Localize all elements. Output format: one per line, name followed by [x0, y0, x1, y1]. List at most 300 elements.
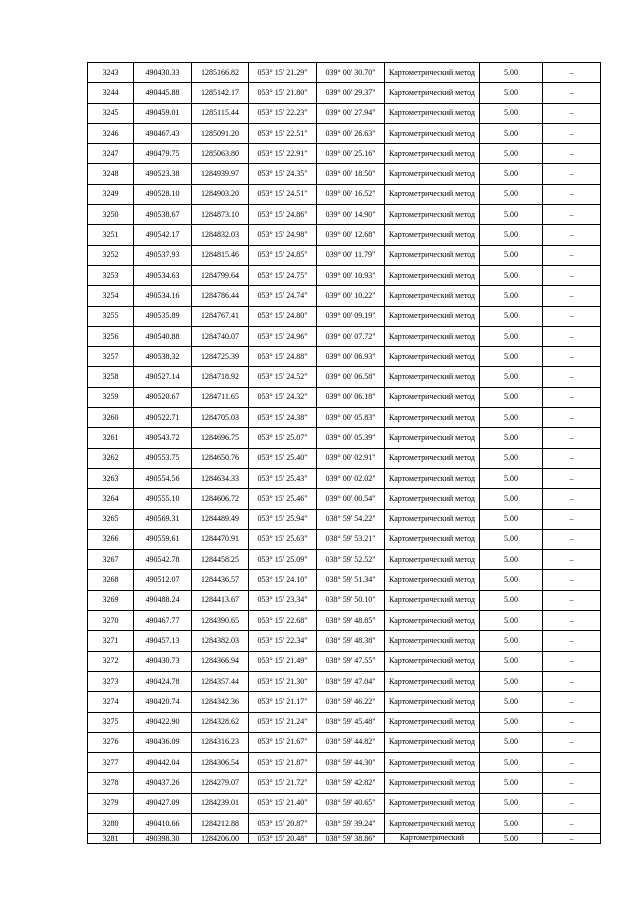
accuracy-cell: 5.00 [480, 753, 543, 773]
y-coordinate-cell: 1284342.36 [192, 692, 249, 712]
table-row [88, 753, 601, 773]
point-number-cell: 3246 [88, 123, 134, 143]
longitude-cell: 039° 00' 05.39" [317, 428, 385, 448]
note-cell: – [543, 326, 601, 346]
longitude-cell: 039° 00' 16.52" [317, 184, 385, 204]
method-cell: Картометрический метод [385, 468, 480, 488]
y-coordinate-cell: 1285142.17 [192, 83, 249, 103]
point-number-cell: 3248 [88, 164, 134, 184]
table-row [88, 225, 601, 245]
longitude-cell: 038° 59' 44.82" [317, 732, 385, 752]
x-coordinate-cell: 490457.13 [134, 631, 192, 651]
x-coordinate-cell: 490542.17 [134, 225, 192, 245]
point-number-cell: 3244 [88, 83, 134, 103]
latitude-cell: 053° 15' 23.34" [249, 590, 317, 610]
y-coordinate-cell: 1284711.65 [192, 387, 249, 407]
table-row [88, 83, 601, 103]
note-cell: – [543, 367, 601, 387]
accuracy-cell: 5.00 [480, 265, 543, 285]
note-cell: – [543, 408, 601, 428]
table-row [88, 326, 601, 346]
point-number-cell: 3273 [88, 671, 134, 691]
method-cell: Картометрический метод [385, 265, 480, 285]
table-row [88, 103, 601, 123]
table-row [88, 732, 601, 752]
note-cell: – [543, 773, 601, 793]
longitude-cell: 039° 00' 02.91" [317, 448, 385, 468]
method-cell: Картометрический метод [385, 631, 480, 651]
note-cell: – [543, 671, 601, 691]
table-row [88, 550, 601, 570]
accuracy-cell: 5.00 [480, 387, 543, 407]
method-cell: Картометрический метод [385, 428, 480, 448]
note-cell: – [543, 529, 601, 549]
table-row [88, 468, 601, 488]
latitude-cell: 053° 15' 24.75" [249, 265, 317, 285]
latitude-cell: 053° 15' 24.32" [249, 387, 317, 407]
table-row [88, 408, 601, 428]
point-number-cell: 3261 [88, 428, 134, 448]
table-row [88, 367, 601, 387]
table-row [88, 164, 601, 184]
y-coordinate-cell: 1284767.41 [192, 306, 249, 326]
y-coordinate-cell: 1284705.03 [192, 408, 249, 428]
y-coordinate-cell: 1284740.07 [192, 326, 249, 346]
y-coordinate-cell: 1284718.92 [192, 367, 249, 387]
x-coordinate-cell: 490398.30 [134, 834, 192, 844]
note-cell: – [543, 428, 601, 448]
point-number-cell: 3255 [88, 306, 134, 326]
latitude-cell: 053° 15' 24.35" [249, 164, 317, 184]
x-coordinate-cell: 490538.32 [134, 347, 192, 367]
note-cell: – [543, 570, 601, 590]
point-number-cell: 3251 [88, 225, 134, 245]
x-coordinate-cell: 490437.26 [134, 773, 192, 793]
accuracy-cell: 5.00 [480, 123, 543, 143]
x-coordinate-cell: 490467.43 [134, 123, 192, 143]
y-coordinate-cell: 1285091.20 [192, 123, 249, 143]
longitude-cell: 039° 00' 29.37" [317, 83, 385, 103]
method-cell: Картометрический метод [385, 205, 480, 225]
method-cell: Картометрический метод [385, 367, 480, 387]
latitude-cell: 053° 15' 25.46" [249, 489, 317, 509]
method-cell: Картометрический метод [385, 225, 480, 245]
point-number-cell: 3270 [88, 611, 134, 631]
accuracy-cell: 5.00 [480, 83, 543, 103]
point-number-cell: 3277 [88, 753, 134, 773]
latitude-cell: 053° 15' 25.09" [249, 550, 317, 570]
note-cell: – [543, 813, 601, 833]
point-number-cell: 3278 [88, 773, 134, 793]
point-number-cell: 3265 [88, 509, 134, 529]
method-cell: Картометрический метод [385, 773, 480, 793]
method-cell: Картометрический метод [385, 103, 480, 123]
longitude-cell: 038° 59' 48.85" [317, 611, 385, 631]
method-cell: Картометрический метод [385, 164, 480, 184]
longitude-cell: 038° 59' 40.65" [317, 793, 385, 813]
note-cell: – [543, 184, 601, 204]
y-coordinate-cell: 1284489.49 [192, 509, 249, 529]
method-cell: Картометрический метод [385, 651, 480, 671]
method-cell: Картометрический метод [385, 144, 480, 164]
x-coordinate-cell: 490534.63 [134, 265, 192, 285]
x-coordinate-cell: 490520.67 [134, 387, 192, 407]
note-cell: – [543, 83, 601, 103]
y-coordinate-cell: 1284212.88 [192, 813, 249, 833]
note-cell: – [543, 732, 601, 752]
note-cell: – [543, 753, 601, 773]
accuracy-cell: 5.00 [480, 550, 543, 570]
method-cell: Картометрический метод [385, 306, 480, 326]
table-row [88, 712, 601, 732]
table-body [88, 63, 601, 844]
x-coordinate-cell: 490569.31 [134, 509, 192, 529]
accuracy-cell: 5.00 [480, 468, 543, 488]
method-cell: Картометрический метод [385, 83, 480, 103]
y-coordinate-cell: 1284634.33 [192, 468, 249, 488]
note-cell: – [543, 611, 601, 631]
method-cell: Картометрический метод [385, 387, 480, 407]
longitude-cell: 039° 00' 30.70" [317, 63, 385, 83]
latitude-cell: 053° 15' 25.07" [249, 428, 317, 448]
table-row [88, 347, 601, 367]
longitude-cell: 039° 00' 14.90" [317, 205, 385, 225]
accuracy-cell: 5.00 [480, 529, 543, 549]
latitude-cell: 053° 15' 22.23" [249, 103, 317, 123]
table-row [88, 306, 601, 326]
y-coordinate-cell: 1284832.03 [192, 225, 249, 245]
y-coordinate-cell: 1284382.03 [192, 631, 249, 651]
longitude-cell: 039° 00' 26.63" [317, 123, 385, 143]
method-cell: Картометрический метод [385, 793, 480, 813]
longitude-cell: 039° 00' 06.93" [317, 347, 385, 367]
x-coordinate-cell: 490479.75 [134, 144, 192, 164]
longitude-cell: 038° 59' 39.24" [317, 813, 385, 833]
longitude-cell: 038° 59' 47.55" [317, 651, 385, 671]
accuracy-cell: 5.00 [480, 184, 543, 204]
table-row [88, 265, 601, 285]
method-cell: Картометрический метод [385, 590, 480, 610]
y-coordinate-cell: 1284786.44 [192, 286, 249, 306]
longitude-cell: 039° 00' 05.83" [317, 408, 385, 428]
y-coordinate-cell: 1284606.72 [192, 489, 249, 509]
longitude-cell: 038° 59' 50.10" [317, 590, 385, 610]
y-coordinate-cell: 1284390.65 [192, 611, 249, 631]
latitude-cell: 053° 15' 24.88" [249, 347, 317, 367]
note-cell: – [543, 347, 601, 367]
table-row [88, 570, 601, 590]
note-cell: – [543, 631, 601, 651]
note-cell: – [543, 550, 601, 570]
table-row [88, 651, 601, 671]
longitude-cell: 038° 59' 44.30" [317, 753, 385, 773]
method-cell: Картометрический метод [385, 448, 480, 468]
accuracy-cell: 5.00 [480, 712, 543, 732]
point-number-cell: 3276 [88, 732, 134, 752]
y-coordinate-cell: 1284815.46 [192, 245, 249, 265]
y-coordinate-cell: 1284413.67 [192, 590, 249, 610]
point-number-cell: 3245 [88, 103, 134, 123]
table-row [88, 834, 601, 844]
method-cell: Картометрический метод [385, 611, 480, 631]
note-cell: – [543, 509, 601, 529]
table-row [88, 448, 601, 468]
table-row [88, 63, 601, 83]
accuracy-cell: 5.00 [480, 732, 543, 752]
accuracy-cell: 5.00 [480, 326, 543, 346]
latitude-cell: 053° 15' 20.87" [249, 813, 317, 833]
longitude-cell: 039° 00' 07.72" [317, 326, 385, 346]
accuracy-cell: 5.00 [480, 671, 543, 691]
latitude-cell: 053° 15' 22.34" [249, 631, 317, 651]
note-cell: – [543, 590, 601, 610]
point-number-cell: 3266 [88, 529, 134, 549]
accuracy-cell: 5.00 [480, 347, 543, 367]
table-row [88, 692, 601, 712]
point-number-cell: 3264 [88, 489, 134, 509]
x-coordinate-cell: 490445.88 [134, 83, 192, 103]
x-coordinate-cell: 490459.01 [134, 103, 192, 123]
table-row [88, 205, 601, 225]
y-coordinate-cell: 1284696.75 [192, 428, 249, 448]
point-number-cell: 3254 [88, 286, 134, 306]
table-row [88, 509, 601, 529]
method-cell: Картометрический метод [385, 408, 480, 428]
point-number-cell: 3250 [88, 205, 134, 225]
latitude-cell: 053° 15' 24.96" [249, 326, 317, 346]
y-coordinate-cell: 1284306.54 [192, 753, 249, 773]
y-coordinate-cell: 1285115.44 [192, 103, 249, 123]
point-number-cell: 3271 [88, 631, 134, 651]
latitude-cell: 053° 15' 24.86" [249, 205, 317, 225]
x-coordinate-cell: 490528.10 [134, 184, 192, 204]
note-cell: – [543, 468, 601, 488]
x-coordinate-cell: 490540.88 [134, 326, 192, 346]
x-coordinate-cell: 490537.93 [134, 245, 192, 265]
latitude-cell: 053° 15' 24.85" [249, 245, 317, 265]
latitude-cell: 053° 15' 24.74" [249, 286, 317, 306]
latitude-cell: 053° 15' 22.51" [249, 123, 317, 143]
note-cell: – [543, 225, 601, 245]
accuracy-cell: 5.00 [480, 834, 543, 844]
accuracy-cell: 5.00 [480, 428, 543, 448]
point-number-cell: 3274 [88, 692, 134, 712]
accuracy-cell: 5.00 [480, 651, 543, 671]
latitude-cell: 053° 15' 24.38" [249, 408, 317, 428]
method-cell: Картометрический метод [385, 753, 480, 773]
method-cell: Картометрический метод [385, 550, 480, 570]
note-cell: – [543, 286, 601, 306]
longitude-cell: 038° 59' 51.34" [317, 570, 385, 590]
method-cell: Картометрический метод [385, 63, 480, 83]
y-coordinate-cell: 1284316.23 [192, 732, 249, 752]
latitude-cell: 053° 15' 20.48" [249, 834, 317, 844]
accuracy-cell: 5.00 [480, 489, 543, 509]
point-number-cell: 3268 [88, 570, 134, 590]
longitude-cell: 039° 00' 09.19" [317, 306, 385, 326]
accuracy-cell: 5.00 [480, 286, 543, 306]
point-number-cell: 3281 [88, 834, 134, 844]
longitude-cell: 039° 00' 11.79" [317, 245, 385, 265]
note-cell: – [543, 387, 601, 407]
point-number-cell: 3256 [88, 326, 134, 346]
point-number-cell: 3280 [88, 813, 134, 833]
table-row [88, 813, 601, 833]
point-number-cell: 3262 [88, 448, 134, 468]
x-coordinate-cell: 490430.33 [134, 63, 192, 83]
accuracy-cell: 5.00 [480, 408, 543, 428]
point-number-cell: 3257 [88, 347, 134, 367]
accuracy-cell: 5.00 [480, 590, 543, 610]
table-row [88, 387, 601, 407]
x-coordinate-cell: 490442.04 [134, 753, 192, 773]
x-coordinate-cell: 490527.14 [134, 367, 192, 387]
accuracy-cell: 5.00 [480, 570, 543, 590]
longitude-cell: 038° 59' 46.22" [317, 692, 385, 712]
coordinates-table [87, 62, 601, 844]
point-number-cell: 3253 [88, 265, 134, 285]
latitude-cell: 053° 15' 25.40" [249, 448, 317, 468]
x-coordinate-cell: 490534.16 [134, 286, 192, 306]
x-coordinate-cell: 490427.09 [134, 793, 192, 813]
y-coordinate-cell: 1284436.57 [192, 570, 249, 590]
method-cell: Картометрический метод [385, 245, 480, 265]
accuracy-cell: 5.00 [480, 367, 543, 387]
point-number-cell: 3249 [88, 184, 134, 204]
y-coordinate-cell: 1284357.44 [192, 671, 249, 691]
latitude-cell: 053° 15' 24.52" [249, 367, 317, 387]
x-coordinate-cell: 490522.71 [134, 408, 192, 428]
method-cell: Картометрический метод [385, 732, 480, 752]
note-cell: – [543, 651, 601, 671]
longitude-cell: 039° 00' 10.22" [317, 286, 385, 306]
y-coordinate-cell: 1284470.91 [192, 529, 249, 549]
point-number-cell: 3267 [88, 550, 134, 570]
accuracy-cell: 5.00 [480, 793, 543, 813]
accuracy-cell: 5.00 [480, 144, 543, 164]
point-number-cell: 3272 [88, 651, 134, 671]
x-coordinate-cell: 490535.89 [134, 306, 192, 326]
longitude-cell: 038° 59' 52.52" [317, 550, 385, 570]
longitude-cell: 039° 00' 00.54" [317, 489, 385, 509]
table-row [88, 428, 601, 448]
accuracy-cell: 5.00 [480, 245, 543, 265]
x-coordinate-cell: 490538.67 [134, 205, 192, 225]
x-coordinate-cell: 490512.07 [134, 570, 192, 590]
latitude-cell: 053° 15' 21.29" [249, 63, 317, 83]
accuracy-cell: 5.00 [480, 63, 543, 83]
x-coordinate-cell: 490543.72 [134, 428, 192, 448]
note-cell: – [543, 144, 601, 164]
y-coordinate-cell: 1284328.62 [192, 712, 249, 732]
method-cell: Картометрический метод [385, 712, 480, 732]
table-row [88, 123, 601, 143]
table-row [88, 773, 601, 793]
method-cell: Картометрический метод [385, 286, 480, 306]
x-coordinate-cell: 490555.10 [134, 489, 192, 509]
longitude-cell: 039° 00' 25.16" [317, 144, 385, 164]
table-row [88, 631, 601, 651]
longitude-cell: 039° 00' 18.50" [317, 164, 385, 184]
table-row [88, 611, 601, 631]
note-cell: – [543, 692, 601, 712]
x-coordinate-cell: 490488.24 [134, 590, 192, 610]
accuracy-cell: 5.00 [480, 164, 543, 184]
table-row [88, 144, 601, 164]
longitude-cell: 039° 00' 06.18" [317, 387, 385, 407]
method-cell: Картометрический [385, 834, 480, 844]
point-number-cell: 3252 [88, 245, 134, 265]
latitude-cell: 053° 15' 21.49" [249, 651, 317, 671]
note-cell: – [543, 793, 601, 813]
y-coordinate-cell: 1284903.20 [192, 184, 249, 204]
note-cell: – [543, 489, 601, 509]
longitude-cell: 038° 59' 53.21" [317, 529, 385, 549]
table-row [88, 793, 601, 813]
x-coordinate-cell: 490467.77 [134, 611, 192, 631]
longitude-cell: 038° 59' 54.22" [317, 509, 385, 529]
method-cell: Картометрический метод [385, 489, 480, 509]
method-cell: Картометрический метод [385, 123, 480, 143]
latitude-cell: 053° 15' 21.17" [249, 692, 317, 712]
y-coordinate-cell: 1284239.01 [192, 793, 249, 813]
latitude-cell: 053° 15' 24.98" [249, 225, 317, 245]
y-coordinate-cell: 1284366.94 [192, 651, 249, 671]
longitude-cell: 038° 59' 42.82" [317, 773, 385, 793]
note-cell: – [543, 103, 601, 123]
x-coordinate-cell: 490422.90 [134, 712, 192, 732]
accuracy-cell: 5.00 [480, 611, 543, 631]
note-cell: – [543, 164, 601, 184]
accuracy-cell: 5.00 [480, 103, 543, 123]
method-cell: Картометрический метод [385, 570, 480, 590]
y-coordinate-cell: 1284279.07 [192, 773, 249, 793]
table-row [88, 590, 601, 610]
point-number-cell: 3247 [88, 144, 134, 164]
longitude-cell: 039° 00' 10.93" [317, 265, 385, 285]
latitude-cell: 053° 15' 22.68" [249, 611, 317, 631]
y-coordinate-cell: 1284458.25 [192, 550, 249, 570]
longitude-cell: 038° 59' 48.38" [317, 631, 385, 651]
table-row [88, 671, 601, 691]
y-coordinate-cell: 1284725.39 [192, 347, 249, 367]
longitude-cell: 039° 00' 12.68" [317, 225, 385, 245]
latitude-cell: 053° 15' 22.91" [249, 144, 317, 164]
longitude-cell: 038° 59' 47.04" [317, 671, 385, 691]
x-coordinate-cell: 490553.75 [134, 448, 192, 468]
method-cell: Картометрический метод [385, 347, 480, 367]
accuracy-cell: 5.00 [480, 631, 543, 651]
note-cell: – [543, 265, 601, 285]
latitude-cell: 053° 15' 25.63" [249, 529, 317, 549]
method-cell: Картометрический метод [385, 326, 480, 346]
note-cell: – [543, 245, 601, 265]
note-cell: – [543, 123, 601, 143]
x-coordinate-cell: 490436.09 [134, 732, 192, 752]
point-number-cell: 3260 [88, 408, 134, 428]
y-coordinate-cell: 1284939.97 [192, 164, 249, 184]
latitude-cell: 053° 15' 24.10" [249, 570, 317, 590]
longitude-cell: 039° 00' 02.02" [317, 468, 385, 488]
longitude-cell: 039° 00' 06.58" [317, 367, 385, 387]
method-cell: Картометрический метод [385, 509, 480, 529]
accuracy-cell: 5.00 [480, 448, 543, 468]
point-number-cell: 3275 [88, 712, 134, 732]
point-number-cell: 3258 [88, 367, 134, 387]
x-coordinate-cell: 490559.61 [134, 529, 192, 549]
longitude-cell: 039° 00' 27.94" [317, 103, 385, 123]
latitude-cell: 053° 15' 21.80" [249, 83, 317, 103]
